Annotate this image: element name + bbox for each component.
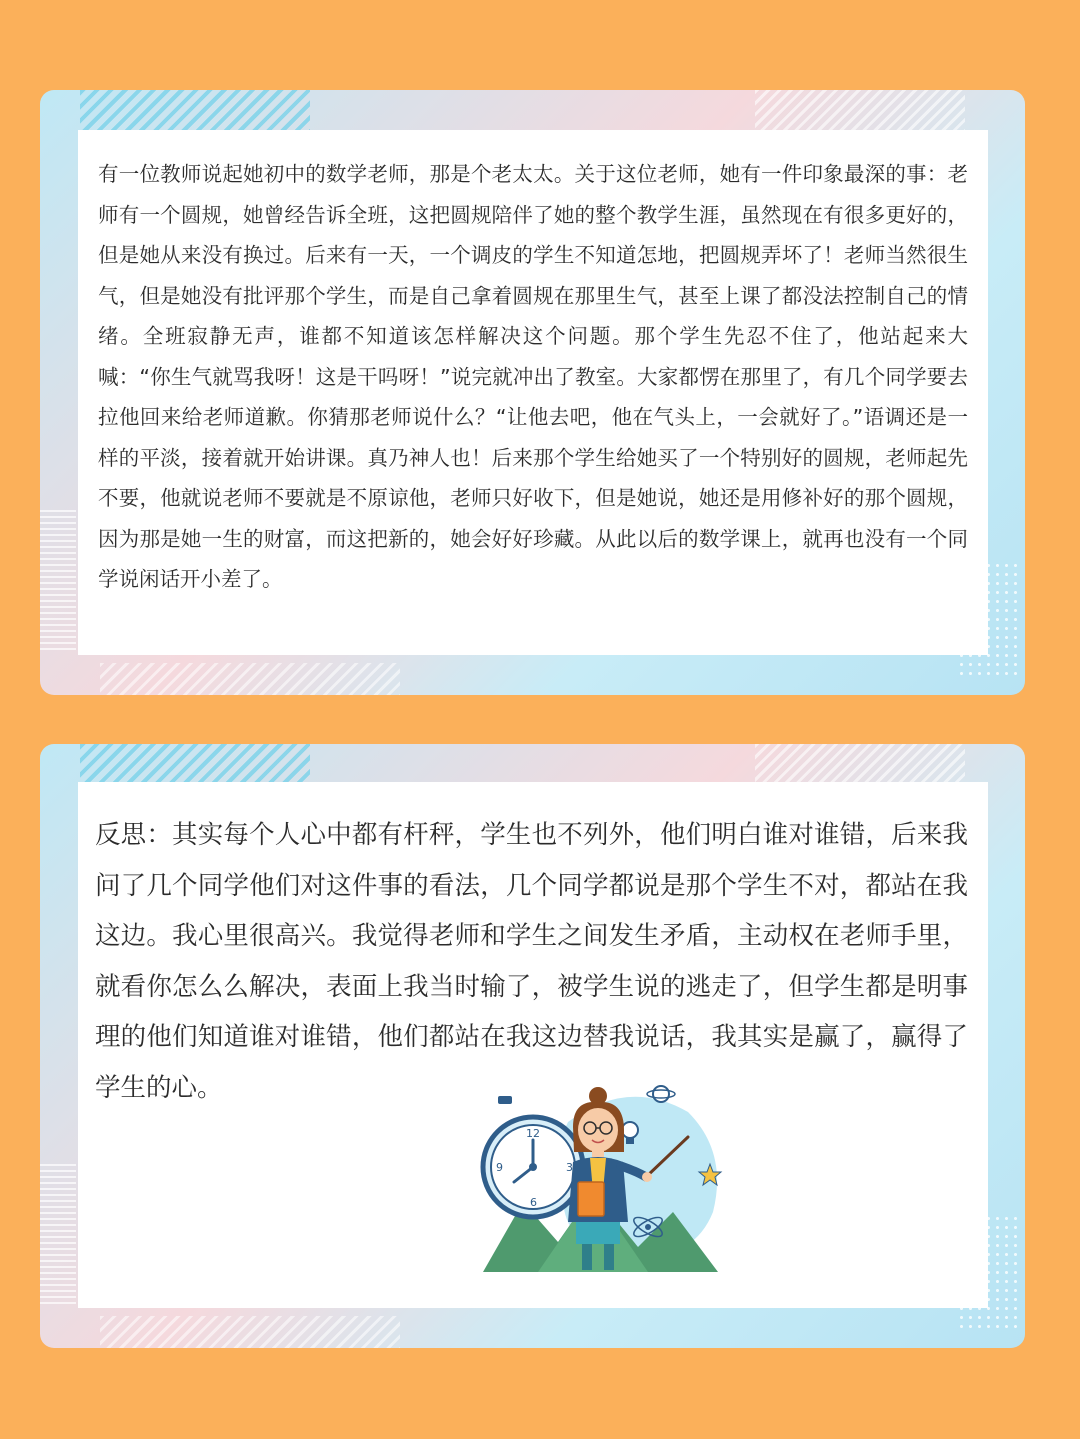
reflection-card <box>40 744 1025 1348</box>
book-icon <box>578 1182 604 1216</box>
story-card <box>40 90 1025 695</box>
decorative-stripes <box>40 510 76 650</box>
decorative-stripes <box>100 663 400 695</box>
story-paragraph: 有一位教师说起她初中的数学老师，那是个老太太。关于这位老师，她有一件印象最深的事：老师有一个圆规，她曾经告诉全班，这把圆规陪伴了她的整个教学生涯，虽然现在有很多更好的，但是她从来没有换过。后来有一天，一个调皮的学生不知道怎地，把圆规弄坏了！老师当然很生气，但是她没有批评那个学生，而是自己拿着圆规在那里生气，甚至上课了都没法控制自己的情绪。全班寂静无声，谁都不知道该怎样解决这个问题。那个学生先忍不住了，他站起来大喊：“你生气就骂我呀！这是干吗呀！”说完就冲出了教室。大家都愣在那里了，有几个同学要去拉他回来给老师道歉。你猜那老师说什么？“让他去吧，他在气头上，一会就好了。”语调还是一样的平淡，接着就开始讲课。真乃神人也！后来那个学生给她买了一个特别好的圆规，老师起先不要，他就说老师不要就是不原谅他，老师只好收下，但是她说，她还是用修补好的那个圆规，因为那是她一生的财富，而这把新的，她会好好珍藏。从此以后的数学课上，就再也没有一个同学说闲话开小差了。 <box>98 162 968 591</box>
decorative-stripes <box>755 744 965 784</box>
decorative-stripes <box>100 1316 400 1348</box>
decorative-stripes <box>80 744 310 784</box>
reflection-paragraph: 反思：其实每个人心中都有杆秤，学生也不列外，他们明白谁对谁错，后来我问了几个同学他们对这件事的看法，几个同学都说是那个学生不对，都站在我这边。我心里很高兴。我觉得老师和学生之间发生矛盾，主动权在老师手里，就看你怎么么解决，表面上我当时输了，被学生说的逃走了，但学生都是明事理的他们知道谁对谁错，他们都站在我这边替我说话，我其实是赢了，赢得了学生的心。 <box>95 820 968 1103</box>
teacher-illustration <box>478 1082 728 1282</box>
clock-number: 3 <box>566 1161 573 1174</box>
decorative-stripes <box>80 90 310 130</box>
clock-number: 9 <box>496 1161 503 1174</box>
decorative-stripes <box>40 1164 76 1304</box>
reflection-panel <box>78 782 988 1308</box>
decorative-stripes <box>755 90 965 130</box>
clock-number: 12 <box>526 1127 540 1140</box>
clock-icon <box>483 1096 583 1217</box>
story-panel <box>78 130 988 655</box>
clock-number: 6 <box>530 1196 537 1209</box>
